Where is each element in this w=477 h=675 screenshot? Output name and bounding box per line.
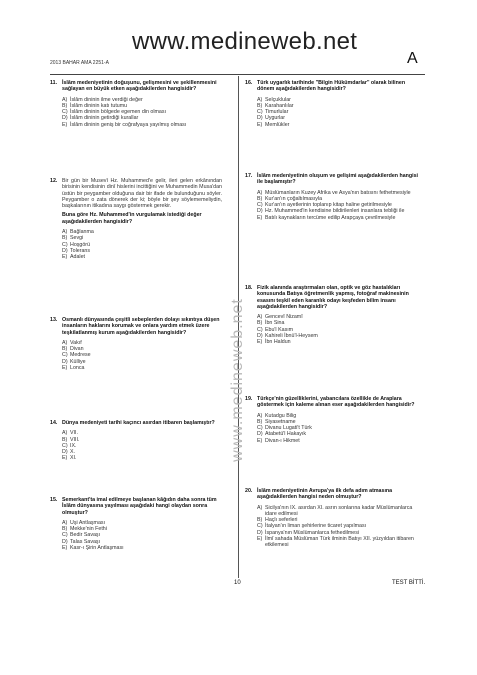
question-number: 18. xyxy=(245,285,253,291)
option-text: Batılı kaynakların tercüme edilip Arapçaya çevrilmesiyle xyxy=(265,214,396,221)
option-letter: D) xyxy=(257,333,263,340)
test-end-label: TEST BİTTİ. xyxy=(392,580,426,586)
option-text: İbn Haldun xyxy=(265,339,291,346)
option-letter: E) xyxy=(62,545,68,552)
option-list xyxy=(62,97,222,128)
option-letter: B) xyxy=(257,418,263,425)
option-e[interactable] xyxy=(257,122,423,128)
option-letter: E) xyxy=(257,437,263,444)
option-letter: E) xyxy=(62,455,68,462)
option-letter: B) xyxy=(257,102,263,109)
question-12 xyxy=(50,178,222,261)
question-number: 16. xyxy=(245,80,253,86)
option-list xyxy=(62,520,222,551)
option-letter: B) xyxy=(257,320,263,327)
option-letter: C) xyxy=(257,425,263,432)
question-stem: Türkçe'nin güzelliklerini, yabancılara özellikle de Araplara göstermek için kaleme alınan eser aşağıdakilerden hangisidir? xyxy=(257,396,415,409)
option-letter: C) xyxy=(62,109,68,116)
question-stem: Fizik alanında araştırmaları olan, optik ve göz hastalıkları konusunda Batıya öğretmenlik yapmış, fotoğraf makinesinin esasını teşkil eden karanlık odayı keşfeden bilim insanı aşağıdakilerden hangisidir? xyxy=(257,285,409,310)
option-text: İtalyan'ın liman şehirlerine ticaret yapılması xyxy=(265,523,367,530)
option-text: İslâm dininin geniş bir coğrafyaya yayılmış olması xyxy=(70,121,187,128)
option-text: Tolerans xyxy=(70,247,91,254)
option-text: Selçuklular xyxy=(265,96,291,103)
option-letter: A) xyxy=(257,314,263,321)
option-letter: E) xyxy=(257,536,263,543)
option-letter: D) xyxy=(257,431,263,438)
option-text: VII. xyxy=(70,430,78,437)
option-text: Divan-ı Hikmet xyxy=(265,437,300,444)
option-letter: B) xyxy=(62,436,68,443)
page-number: 10 xyxy=(234,580,241,586)
question-stem: Semerkant'ta imal edilmeye başlanan kâğıdın daha sonra tüm İslâm dünyasına yayılması aşağıdaki hangi olaydan sonra olmuştur? xyxy=(62,497,217,516)
option-text: Vakıf xyxy=(70,339,82,346)
option-letter: D) xyxy=(257,208,263,215)
option-letter: A) xyxy=(62,519,68,526)
option-text: İslâm dininin ilme verdiği değer xyxy=(70,96,143,103)
question-number: 12. xyxy=(50,178,58,184)
option-letter: E) xyxy=(62,365,68,372)
option-letter: D) xyxy=(62,538,68,545)
option-letter: A) xyxy=(257,189,263,196)
option-text: Kur'an'ın ayetlerinin toplanıp kitap haline getirilmesiyle xyxy=(265,202,392,209)
option-letter: B) xyxy=(257,517,263,524)
option-text: İbn Sina xyxy=(265,320,285,327)
option-text: Ebu'l Kasım xyxy=(265,326,294,333)
watermark-text: www.medineweb.net xyxy=(229,298,246,462)
option-text: Kahireli İbnü'l-Heysem xyxy=(265,333,318,340)
exam-code: 2013 BAHAR AMA 2251-A xyxy=(50,60,109,66)
option-e[interactable] xyxy=(62,545,222,551)
header-rule xyxy=(50,74,425,75)
option-text: İspanya'nın Müslümanlarca fethedilmesi xyxy=(265,529,360,536)
question-11 xyxy=(50,80,222,128)
option-text: Medrese xyxy=(70,352,91,359)
option-letter: E) xyxy=(257,339,263,346)
option-text: Hz. Muhammed'in kendisine bildirilenleri insanlara tebliği ile xyxy=(265,208,405,215)
option-text: Müslümanların Kuzey Afrika ve Asya'nın batısını fethetmesiyle xyxy=(265,189,411,196)
question-number: 17. xyxy=(245,173,253,179)
option-letter: A) xyxy=(257,96,263,103)
option-letter: B) xyxy=(62,102,68,109)
option-letter: A) xyxy=(62,229,68,236)
option-list xyxy=(257,413,423,444)
option-letter: E) xyxy=(257,121,263,128)
option-letter: E) xyxy=(62,121,68,128)
option-letter: A) xyxy=(62,96,68,103)
question-number: 20. xyxy=(245,488,253,494)
option-list xyxy=(62,340,222,371)
option-letter: C) xyxy=(257,523,263,530)
question-stem: İslâm medeniyetinin oluşum ve gelişimi aşağıdakilerden hangisi ile başlamıştır? xyxy=(257,173,419,186)
option-list xyxy=(257,505,423,549)
question-17 xyxy=(245,173,423,221)
option-e[interactable] xyxy=(257,438,423,444)
option-e[interactable] xyxy=(257,536,423,549)
option-e[interactable] xyxy=(62,365,222,371)
question-number: 13. xyxy=(50,317,58,323)
option-letter: D) xyxy=(62,358,68,365)
option-text: Bedir Savaşı xyxy=(70,532,101,539)
option-text: İslâm dininin getirdiği kurallar xyxy=(70,115,139,122)
option-text: Gencevî Nizamî xyxy=(265,314,303,321)
option-text: Memlükler xyxy=(265,121,290,128)
option-letter: B) xyxy=(257,195,263,202)
option-text: Uygurlar xyxy=(265,115,286,122)
option-letter: D) xyxy=(62,247,68,254)
option-letter: B) xyxy=(62,235,68,242)
option-letter: D) xyxy=(257,529,263,536)
option-e[interactable] xyxy=(62,122,222,128)
option-letter: C) xyxy=(257,326,263,333)
site-header: www.medineweb.net xyxy=(132,28,358,55)
question-stem: Türk uygarlık tarihinde "Bilgin Hükümdarlar" olarak bilinen dönem aşağıdakilerden hangisidir? xyxy=(257,80,406,93)
option-text: IX. xyxy=(70,442,77,449)
option-list xyxy=(257,97,423,128)
option-list xyxy=(62,430,222,461)
option-text: Sevgi xyxy=(70,235,84,242)
option-text: Talas Savaşı xyxy=(70,538,101,545)
option-text: Bağlanma xyxy=(70,229,94,236)
question-stem: Osmanlı dünyasında çeşitli sebeplerden dolayı sıkıntıya düşen insanların haklarını korumak ve onlara yardım etmek üzere teşkilatlanmış kurum aşağıdakilerden hangisidir? xyxy=(62,317,220,336)
option-text: XI. xyxy=(70,455,77,462)
question-16 xyxy=(245,80,423,128)
option-letter: C) xyxy=(62,442,68,449)
question-13 xyxy=(50,317,222,371)
question-stem: İslâm medeniyetinin Avrupa'ya ilk defa adım atmasına aşağıdakilerden hangisi neden olmuştur? xyxy=(257,488,393,501)
option-text: Lonca xyxy=(70,365,85,372)
option-letter: D) xyxy=(62,115,68,122)
question-number: 14. xyxy=(50,420,58,426)
question-stem: Buna göre Hz. Muhammed'in vurgulamak istediği değer aşağıdakilerden hangisidir? xyxy=(62,212,202,225)
option-letter: C) xyxy=(62,352,68,359)
question-number: 11. xyxy=(50,80,58,86)
question-stem: Dünya medeniyeti tarihi kaçıncı asırdan itibaren başlamıştır? xyxy=(62,420,215,426)
option-letter: A) xyxy=(62,430,68,437)
question-14 xyxy=(50,420,222,462)
option-text: Divan xyxy=(70,346,84,353)
option-letter: C) xyxy=(62,532,68,539)
option-a[interactable] xyxy=(257,505,423,518)
question-paragraph: Bir gün bir Musevî Hz. Muhammed'e gelir, ileri gelen erkânından birisinin kendisinin dinî hislerini incittiğini ve Muhammedin Musa'dan üstün bir peygamber olduğuna dair bir ifade de bulunduğunu söyler. Peygamber o zata dönerek der ki; böyle bir şey söylememeliydin, başkalarının itikadına saygı göstermek gerekir. xyxy=(62,178,222,210)
option-letter: C) xyxy=(62,241,68,248)
question-number: 19. xyxy=(245,396,253,402)
option-text: İlmî sahada Müslüman Türk ilminin Batıyı XII. yüzyıldan itibaren etkilemesi xyxy=(265,536,414,549)
option-text: Haçlı seferleri xyxy=(265,517,298,524)
option-text: İslâm dininin katı tutumu xyxy=(70,102,128,109)
option-text: Timurlular xyxy=(265,109,289,116)
option-text: İslâm dininin bölgede egemen din olması xyxy=(70,109,166,116)
option-e[interactable] xyxy=(62,254,222,260)
option-letter: C) xyxy=(257,109,263,116)
option-text: Sicilya'nın IX. asırdan XI. asrın sonlarına kadar Müslümanlarca idare edilmesi xyxy=(265,504,413,517)
option-e[interactable] xyxy=(257,215,423,221)
option-letter: A) xyxy=(62,339,68,346)
option-text: Kur'an'ın çoğaltılmasıyla xyxy=(265,195,323,202)
option-letter: A) xyxy=(257,504,263,511)
option-letter: A) xyxy=(257,412,263,419)
question-19 xyxy=(245,396,423,444)
option-letter: B) xyxy=(62,526,68,533)
option-text: Siyasetname xyxy=(265,418,296,425)
option-letter: E) xyxy=(62,254,68,261)
option-text: Divanu Lugati't Türk xyxy=(265,425,312,432)
option-e[interactable] xyxy=(257,339,423,345)
option-e[interactable] xyxy=(62,455,222,461)
booklet-variant: A xyxy=(407,50,418,67)
option-list xyxy=(257,314,423,345)
option-letter: C) xyxy=(257,202,263,209)
question-number: 15. xyxy=(50,497,58,503)
option-text: Karahanlılar xyxy=(265,102,294,109)
option-letter: E) xyxy=(257,214,263,221)
option-letter: D) xyxy=(257,115,263,122)
question-stem: İslâm medeniyetinin doğuşunu, gelişmesini ve şekillenmesini sağlayan en büyük etken aşağıdakilerden hangisidir? xyxy=(62,80,217,93)
option-text: Kutadgu Bilig xyxy=(265,412,297,419)
option-list xyxy=(62,229,222,260)
question-20 xyxy=(245,488,423,549)
option-text: Mekke'nin Fethi xyxy=(70,526,107,533)
option-text: VIII. xyxy=(70,436,80,443)
option-text: Atabetü'l Hakayık xyxy=(265,431,307,438)
question-18 xyxy=(245,285,423,346)
option-text: Kasr-ı Şirin Antlaşması xyxy=(70,545,124,552)
option-list xyxy=(257,190,423,221)
option-letter: D) xyxy=(62,449,68,456)
option-letter: B) xyxy=(62,346,68,353)
option-text: X. xyxy=(70,449,76,456)
option-text: Uşi Antlaşması xyxy=(70,519,106,526)
option-text: Külliye xyxy=(70,358,86,365)
option-text: Adalet xyxy=(70,254,86,261)
question-15 xyxy=(50,497,222,551)
option-text: Hoşgörü xyxy=(70,241,91,248)
